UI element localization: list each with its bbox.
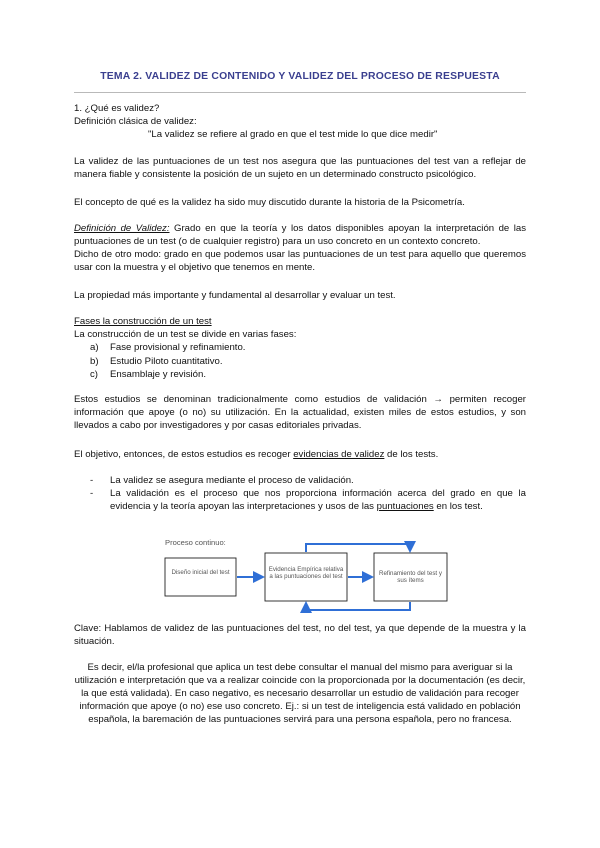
definition-text: Grado en que la teoría y los datos disponibles apoyan la interpretación de las puntuaciones de un test (o de cualquier registro) para un uso concreto en un contexto concreto. — [74, 223, 526, 247]
diagram-box-evidence-label: Evidencia Empírica relativa a las puntuaciones del test — [268, 566, 344, 580]
classic-definition-quote: "La validez se refiere al grado en que el test mide lo que dice medir" — [148, 129, 438, 140]
bullet-text-before: La validación es el proceso que nos proporciona información acerca del grado en que la evidencia y la teoría apoyan las interpretaciones y usos de las — [110, 488, 526, 512]
arrow-cycle-bottom — [306, 602, 410, 610]
bullet-marker: - — [90, 488, 94, 499]
objective-text-before: El objetivo, entonces, de estos estudios es recoger — [74, 449, 294, 460]
diagram-box-initial-design — [165, 558, 236, 596]
evidence-link-text: evidencias de validez — [293, 449, 385, 460]
bullet-text-after: en los test. — [433, 501, 483, 512]
phases-heading: Fases la construcción de un test — [74, 316, 212, 327]
paragraph-key-property: La propiedad más importante y fundamental al desarrollar y evaluar un test. — [74, 290, 396, 301]
list-item-text: Ensamblaje y revisión. — [110, 369, 206, 380]
list-marker: b) — [90, 355, 99, 367]
list-item-text: Fase provisional y refinamiento. — [110, 342, 246, 353]
classic-definition-label: Definición clásica de validez: — [74, 116, 197, 127]
document-title: TEMA 2. VALIDEZ DE CONTENIDO Y VALIDEZ DEL PROCESO DE RESPUESTA — [100, 71, 500, 82]
section-heading: 1. ¿Qué es validez? — [74, 103, 160, 114]
definition-label: Definición de Validez: — [74, 223, 170, 234]
list-marker: c) — [90, 369, 98, 380]
paragraph-validation-studies: Estos estudios se denominan tradicionalmente como estudios de validación → permiten recoger información que apoye (o no) su utilización. En la actualidad, existen miles de estos estudios, y son llevados a cabo por investigadores y por casas editoriales privadas. — [74, 394, 526, 431]
list-item-text: Estudio Piloto cuantitativo. — [110, 355, 223, 367]
bullet-marker: - — [90, 475, 94, 486]
paragraph-professional-use: Es decir, el/la profesional que aplica un test debe consultar el manual del mismo para averiguar si la utilización e interpretación que va a realizar coincide con la proporcionada por la documentación (es decir, la que está validada). En caso negativo, es necesario desarrollar un estudio de validación para recoger información que apoye (o no) ese uso concreto. Ej.: si un test de inteligencia está validado en población española, la baremación de las puntuaciones servirá para una persona española, pero no francesa. — [74, 662, 526, 725]
scores-link-text: puntuaciones — [376, 501, 434, 512]
bullet-text: La validez se asegura mediante el proceso de validación. — [110, 475, 354, 486]
diagram-box-initial-design-label: Diseño inicial del test — [171, 569, 230, 576]
diagram-box-refinement-label: Refinamiento del test y sus ítems — [379, 570, 442, 584]
list-marker: a) — [90, 342, 99, 353]
paragraph-validity-scores: La validez de las puntuaciones de un test nos asegura que las puntuaciones del test van a reflejar de manera fiable y consistente la posición de un sujeto en un determinado constructo psicológico. — [74, 156, 526, 180]
diagram-caption: Proceso continuo: — [165, 538, 226, 547]
paragraph-other-words: Dicho de otro modo: grado en que podemos usar las puntuaciones de un test para aquello que queremos usar con la muestra y el objetivo que tenemos en mente. — [74, 249, 526, 273]
phases-intro: La construcción de un test se divide en varias fases: — [74, 329, 297, 340]
paragraph-key-note: Clave: Hablamos de validez de las puntuaciones del test, no del test, ya que depende de la muestra y la situación. — [74, 623, 526, 647]
objective-text-after: de los tests. — [384, 449, 439, 460]
paragraph-concept-history: El concepto de qué es la validez ha sido muy discutido durante la historia de la Psicometría. — [74, 197, 465, 208]
arrow-cycle-top — [306, 544, 410, 552]
